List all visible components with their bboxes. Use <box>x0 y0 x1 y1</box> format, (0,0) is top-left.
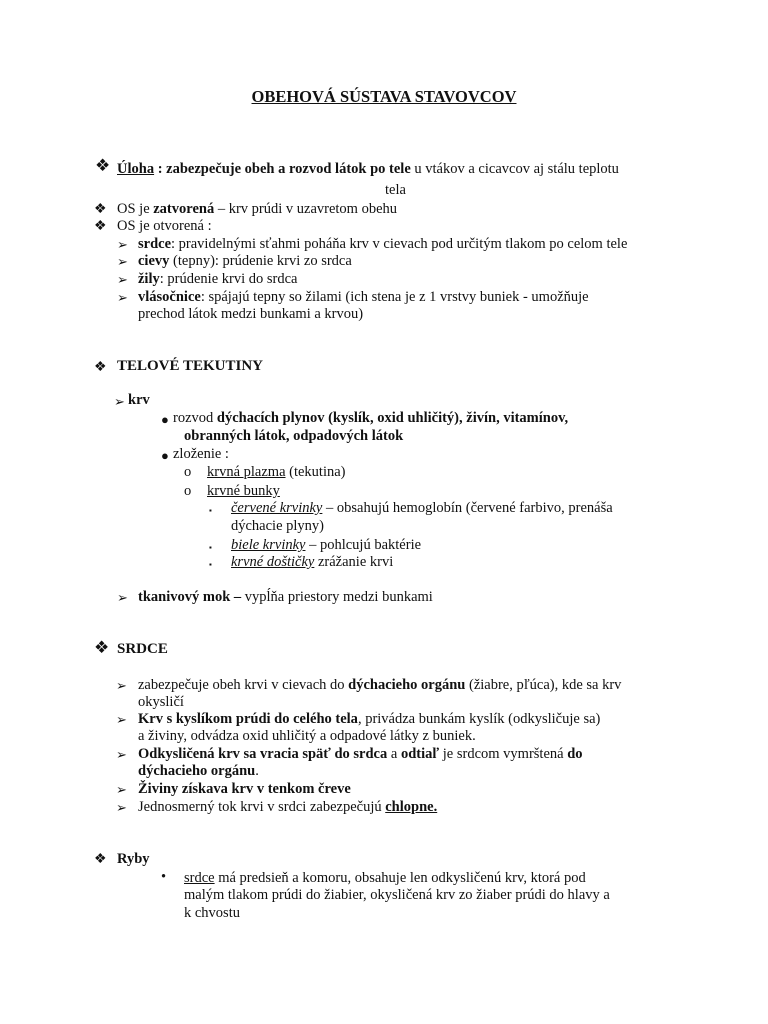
arrow-bullet-icon: ➢ <box>116 747 127 762</box>
os-closed-prefix: OS je <box>117 201 154 217</box>
diamond-bullet-icon: ❖ <box>94 852 107 867</box>
rozvod-bold: dýchacích plynov (kyslík, oxid uhličitý), živín, vitamínov, <box>216 410 569 426</box>
biele-underlined: biele krvinky <box>231 537 306 553</box>
os-closed-bold: zatvorená <box>153 201 215 217</box>
krv-rozvod-line <box>173 410 568 427</box>
plazma-underlined: krvná plazma <box>207 464 286 480</box>
biele-rest: – pohlcujú baktérie <box>305 537 422 553</box>
cervene-krvinky-cont: dýchacie plyny) <box>231 518 325 534</box>
srdce-l1-rest: (žiabre, pľúca), kde sa krv <box>465 677 622 693</box>
biele-krvinky-line <box>231 537 421 554</box>
srdce-line-3 <box>138 746 583 763</box>
os-item-rest: (tepny): prúdenie krvi zo srdca <box>169 253 352 269</box>
os-item-bold: vlásočnice <box>138 289 201 305</box>
dosticky-line <box>231 554 393 571</box>
arrow-bullet-icon: ➢ <box>116 712 127 727</box>
ryby-line-3: k chvostu <box>184 905 240 921</box>
diamond-bullet-icon: ❖ <box>95 156 111 175</box>
cervene-rest: – obsahujú hemoglobín (červené farbivo, prenáša <box>322 500 613 516</box>
os-item-zily <box>138 271 297 288</box>
diamond-bullet-icon: ❖ <box>94 360 107 375</box>
page-title: OBEHOVÁ SÚSTAVA STAVOVCOV <box>251 87 517 106</box>
ryby-line-1 <box>184 870 586 887</box>
circle-bullet-icon: o <box>184 464 192 480</box>
mok-bold: tkanivový mok – <box>138 589 242 605</box>
os-item-bold: cievy <box>138 253 170 269</box>
srdce-l1-prefix: zabezpečuje obeh krvi v cievach do <box>138 677 349 693</box>
arrow-bullet-icon: ➢ <box>117 290 128 305</box>
srdce-l1-bold: dýchacieho orgánu <box>348 677 466 693</box>
uloha-continuation: tela <box>385 182 406 198</box>
dot-bullet-icon: ● <box>161 448 169 463</box>
srdce-l3-cont-bold: dýchacieho orgánu <box>138 763 256 779</box>
dosticky-underlined: krvné doštičky <box>231 554 315 570</box>
square-bullet-icon: ▪ <box>209 543 212 552</box>
arrow-bullet-icon: ➢ <box>117 254 128 269</box>
arrow-bullet-icon: ➢ <box>116 800 127 815</box>
srdce-line-5 <box>138 799 437 816</box>
os-closed-line <box>117 201 397 218</box>
srdce-l2-rest: , privádza bunkám kyslík (odkysličuje sa) <box>357 711 601 727</box>
ryby-line-2: malým tlakom prúdi do žiabier, okysličená krv zo žiaber prúdi do hlavy a <box>184 887 610 903</box>
section-heading-tekutiny: TELOVÉ TEKUTINY <box>117 358 264 374</box>
os-item-bold: žily <box>138 271 160 287</box>
os-item-vlasocnice-cont: prechod látok medzi bunkami a krvou) <box>138 306 364 322</box>
srdce-l5-bold: chlopne. <box>385 799 438 815</box>
arrow-bullet-icon: ➢ <box>116 678 127 693</box>
arrow-bullet-icon: ➢ <box>116 782 127 797</box>
krv-zlozenie-line: zloženie : <box>173 446 229 462</box>
square-bullet-icon: ▪ <box>209 560 212 569</box>
srdce-line-2 <box>138 711 600 728</box>
os-item-rest: : pravidelnými sťahmi poháňa krv v cievach pod určitým tlakom po celom tele <box>171 236 628 252</box>
srdce-l3-cont-rest: . <box>255 763 259 779</box>
krv-label: krv <box>128 392 150 408</box>
uloha-rest-text: u vtákov a cicavcov aj stálu teplotu <box>410 161 619 177</box>
srdce-l3-bold3: do <box>567 746 583 762</box>
dot-bullet-icon: ● <box>161 412 169 427</box>
os-item-rest: : spájajú tepny so žilami (ich stena je z 1 vrstvy buniek - umožňuje <box>200 289 589 305</box>
cervene-krvinky-line <box>231 500 613 517</box>
srdce-l3-rest: je srdcom vymrštená <box>439 746 568 762</box>
krv-heading <box>128 392 150 409</box>
arrow-bullet-icon: ➢ <box>117 590 128 605</box>
ryby-srdce-underlined: srdce <box>184 870 215 886</box>
uloha-line <box>117 161 619 178</box>
square-bullet-icon: ▪ <box>209 506 212 515</box>
mok-line <box>138 589 433 606</box>
uloha-bold-text: zabezpečuje obeh a rozvod látok po tele <box>166 161 411 177</box>
srdce-l3-bold2: odtiaľ <box>400 746 440 762</box>
os-item-rest: : prúdenie krvi do srdca <box>159 271 298 287</box>
ryby-heading-text: Ryby <box>117 851 150 867</box>
srdce-l2-bold: Krv s kyslíkom prúdi do celého tela <box>138 711 358 727</box>
os-item-srdce <box>138 236 627 253</box>
diamond-bullet-icon: ❖ <box>94 638 110 657</box>
rozvod-prefix: rozvod <box>173 410 217 426</box>
srdce-line-4 <box>138 781 351 798</box>
srdce-l3-bold: Odkysličená krv sa vracia späť do srdca <box>138 746 388 762</box>
dosticky-rest: zrážanie krvi <box>314 554 394 570</box>
arrow-bullet-icon: ➢ <box>117 237 128 252</box>
os-item-cievy <box>138 253 352 270</box>
krv-rozvod-cont <box>184 428 403 445</box>
rozvod-cont-bold: obranných látok, odpadových látok <box>184 428 404 444</box>
uloha-colon: : <box>154 161 167 177</box>
os-item-vlasocnice <box>138 289 589 306</box>
mok-rest: vypĺňa priestory medzi bunkami <box>241 589 433 605</box>
srdce-l5-prefix: Jednosmerný tok krvi v srdci zabezpečujú <box>138 799 386 815</box>
srdce-line-2-cont: a živiny, odvádza oxid uhličitý a odpadové látky z buniek. <box>138 728 476 744</box>
os-closed-rest: – krv prúdi v uzavretom obehu <box>214 201 398 217</box>
bunky-underlined: krvné bunky <box>207 483 280 499</box>
cervene-underlined: červené krvinky <box>231 500 323 516</box>
uloha-label: Úloha <box>117 161 155 177</box>
srdce-line-1-cont: okysličí <box>138 694 184 710</box>
diamond-bullet-icon: ❖ <box>94 202 107 217</box>
os-item-bold: srdce <box>138 236 172 252</box>
section-heading-ryby <box>117 851 150 868</box>
diamond-bullet-icon: ❖ <box>94 219 107 234</box>
srdce-l3-mid: a <box>387 746 401 762</box>
dot-bullet-icon: • <box>161 869 167 885</box>
srdce-line-3-cont <box>138 763 259 780</box>
plazma-rest: (tekutina) <box>285 464 346 480</box>
srdce-l4-bold: Živiny získava krv v tenkom čreve <box>138 781 351 797</box>
plazma-line <box>207 464 346 481</box>
arrow-bullet-icon: ➢ <box>114 394 125 409</box>
os-open-line: OS je otvorená : <box>117 218 212 234</box>
bunky-line <box>207 483 280 500</box>
section-heading-srdce: SRDCE <box>117 641 168 657</box>
srdce-line-1 <box>138 677 621 694</box>
circle-bullet-icon: o <box>184 483 192 499</box>
arrow-bullet-icon: ➢ <box>117 272 128 287</box>
ryby-line-1-text: má predsieň a komoru, obsahuje len odkysličenú krv, ktorá pod <box>214 870 586 886</box>
